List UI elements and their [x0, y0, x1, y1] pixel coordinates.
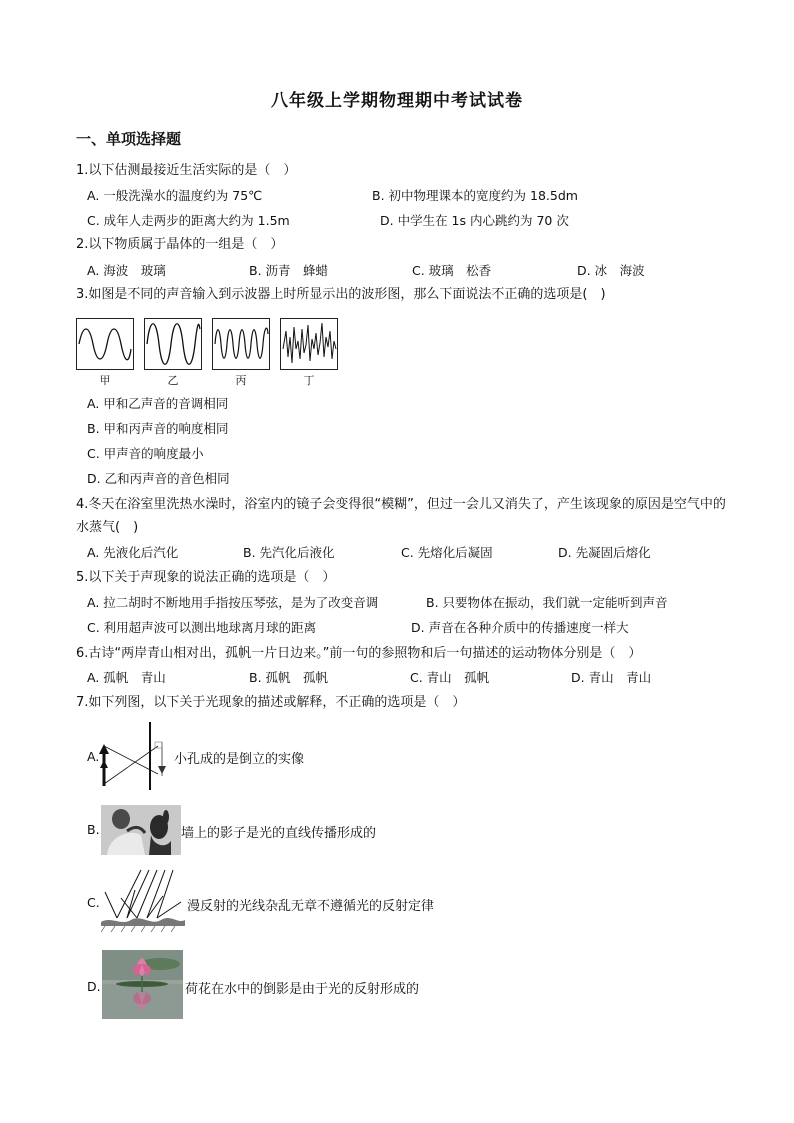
- lotus-reflection-photo: [102, 950, 183, 1019]
- waveform-yi: [144, 318, 202, 370]
- question-6-stem: 6.古诗“两岸青山相对出，孤帆一片日边来。”前一句的参照物和后一句描述的运动物体分别是（ ）: [76, 646, 642, 661]
- section-heading: 一、单项选择题: [76, 130, 182, 148]
- q7-option-d-letter: D.: [87, 979, 101, 994]
- q3-option-a: A. 甲和乙声音的音调相同: [87, 396, 229, 411]
- q3-option-d: D. 乙和丙声音的音色相同: [87, 471, 230, 486]
- q5-option-b: B. 只要物体在振动，我们就一定能听到声音: [426, 595, 668, 610]
- q1-option-d: D. 中学生在 1s 内心跳约为 70 次: [380, 213, 569, 228]
- q2-option-d: D. 冰 海波: [577, 263, 645, 278]
- hand-shadow-photo: [101, 805, 181, 855]
- q3-option-b: B. 甲和丙声音的响度相同: [87, 421, 229, 436]
- q4-option-b: B. 先汽化后液化: [243, 545, 335, 560]
- pinhole-camera-diagram: [98, 720, 174, 792]
- wave-label-yi: 乙: [167, 374, 179, 387]
- question-2-stem: 2.以下物质属于晶体的一组是（ ）: [76, 237, 284, 252]
- waveform-bing-graphic: [213, 319, 269, 369]
- q7-option-b-letter: B.: [87, 822, 100, 837]
- waveform-jia: [76, 318, 134, 370]
- q6-option-a: A. 孤帆 青山: [87, 670, 166, 685]
- q7-option-b-text: 墙上的影子是光的直线传播形成的: [181, 826, 377, 841]
- wave-label-ding: 丁: [303, 374, 315, 387]
- q6-option-d: D. 青山 青山: [571, 670, 652, 685]
- question-1-stem: 1.以下估测最接近生活实际的是（ ）: [76, 163, 297, 178]
- q6-option-b: B. 孤帆 孤帆: [249, 670, 329, 685]
- waveform-yi-graphic: [145, 319, 201, 369]
- wave-label-bing: 丙: [235, 374, 247, 387]
- wave-label-jia: 甲: [99, 374, 111, 387]
- q2-option-b: B. 沥青 蜂蜡: [249, 263, 329, 278]
- q4-option-a: A. 先液化后汽化: [87, 545, 179, 560]
- waveform-bing: [212, 318, 270, 370]
- q2-option-c: C. 玻璃 松香: [412, 263, 492, 278]
- q7-option-d-text: 荷花在水中的倒影是由于光的反射形成的: [185, 982, 420, 997]
- waveform-ding: [280, 318, 338, 370]
- q7-option-c-text: 漫反射的光线杂乱无章不遵循光的反射定律: [187, 899, 435, 914]
- question-3-stem: 3.如图是不同的声音输入到示波器上时所显示出的波形图，那么下面说法不正确的选项是( ): [76, 287, 606, 302]
- q4-option-c: C. 先熔化后凝固: [401, 545, 493, 560]
- waveform-ding-graphic: [281, 319, 337, 369]
- q5-option-d: D. 声音在各种介质中的传播速度一样大: [411, 620, 629, 635]
- question-5-stem: 5.以下关于声现象的说法正确的选项是（ ）: [76, 570, 336, 585]
- q7-option-a-letter: A.: [87, 749, 100, 764]
- q5-option-c: C. 利用超声波可以测出地球离月球的距离: [87, 620, 317, 635]
- q7-option-a-text: 小孔成的是倒立的实像: [174, 752, 305, 767]
- q4-option-d: D. 先凝固后熔化: [558, 545, 651, 560]
- q3-option-c: C. 甲声音的响度最小: [87, 446, 204, 461]
- q6-option-c: C. 青山 孤帆: [410, 670, 490, 685]
- q1-option-c: C. 成年人走两步的距离大约为 1.5m: [87, 213, 290, 228]
- exam-title: 八年级上学期物理期中考试试卷: [271, 91, 523, 111]
- q2-option-a: A. 海波 玻璃: [87, 263, 166, 278]
- diffuse-reflection-diagram: [101, 868, 185, 934]
- q5-option-a: A. 拉二胡时不断地用手指按压琴弦，是为了改变音调: [87, 595, 379, 610]
- q1-option-b: B. 初中物理课本的宽度约为 18.5dm: [372, 188, 578, 203]
- question-7-stem: 7.如下列图，以下关于光现象的描述或解释，不正确的选项是（ ）: [76, 695, 466, 710]
- q1-option-a: A. 一般洗澡水的温度约为 75℃: [87, 188, 263, 203]
- q7-option-c-letter: C.: [87, 895, 100, 910]
- question-4-stem: 4.冬天在浴室里洗热水澡时，浴室内的镜子会变得很“模糊”，但过一会儿又消失了，产生该现象的原因是空气中的水蒸气( ): [76, 497, 726, 535]
- waveform-jia-graphic: [77, 319, 133, 369]
